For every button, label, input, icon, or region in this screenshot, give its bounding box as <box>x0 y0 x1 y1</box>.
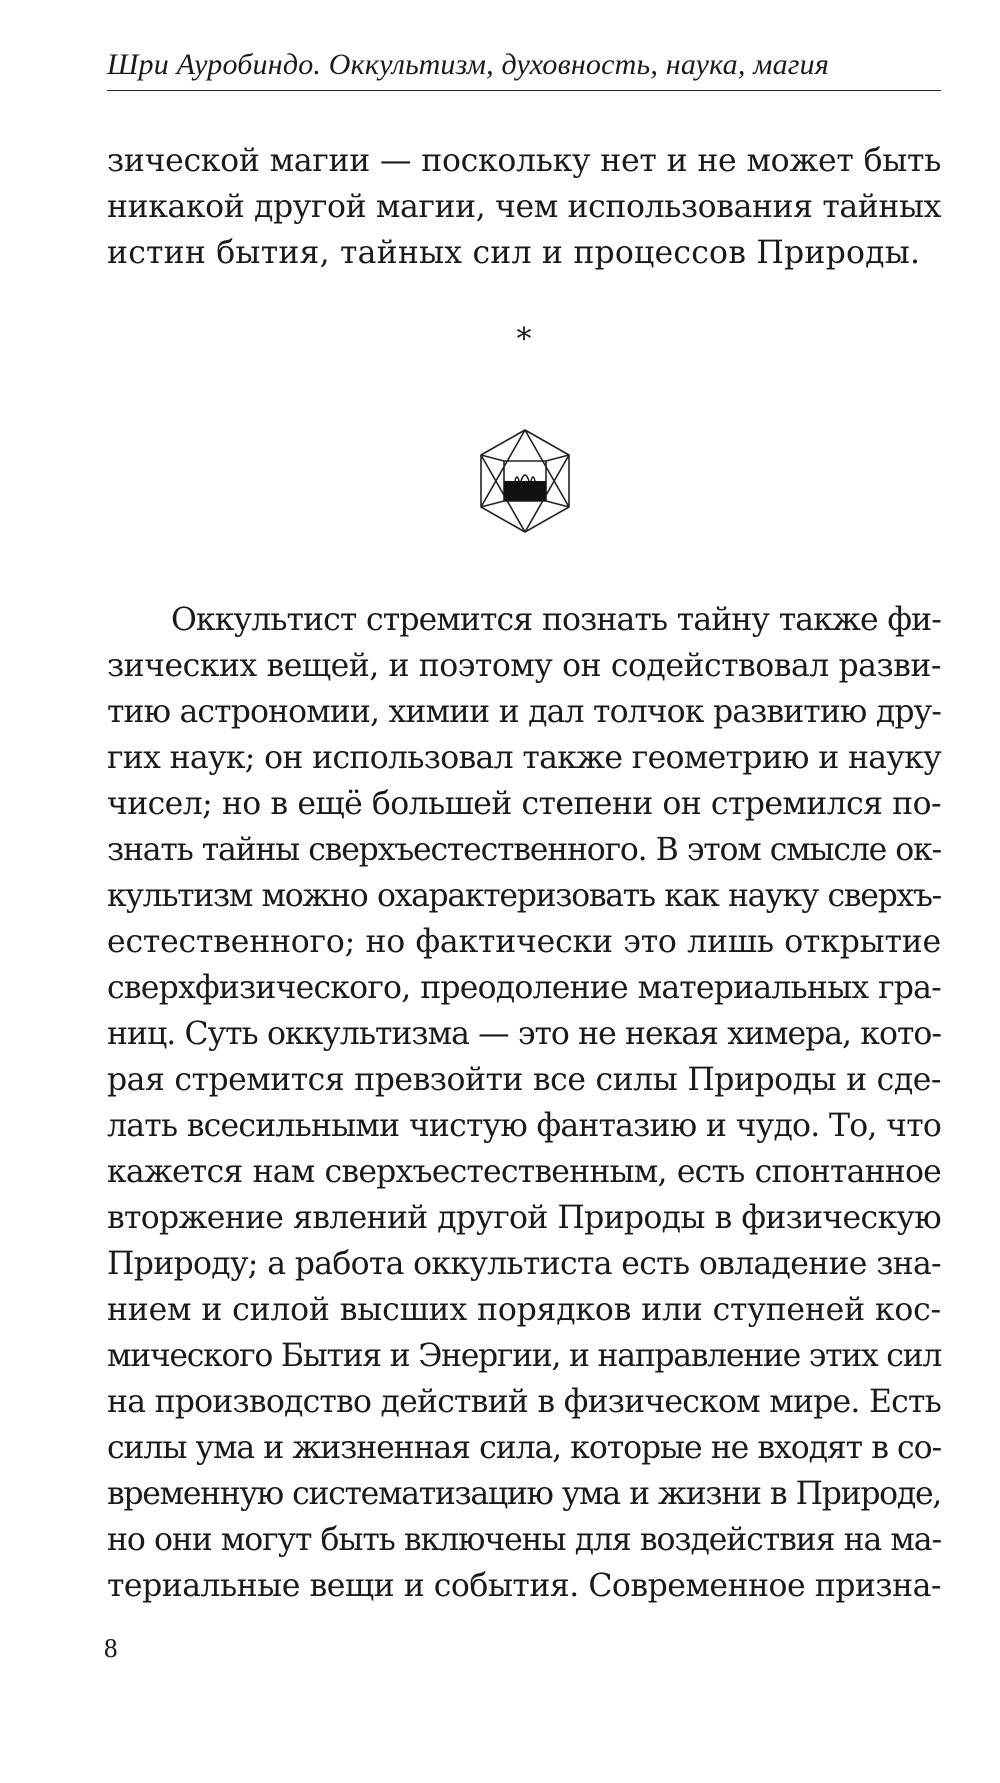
text-line: сверхфизического, преодоление материальных гра- <box>107 970 941 1006</box>
text-line: тию астрономии, химии и дал толчок развитию дру- <box>107 694 941 730</box>
geometric-emblem-icon <box>477 428 573 534</box>
text-line: ниц. Суть оккультизма — это не некая химера, кото- <box>107 1016 941 1052</box>
text-line: знать тайны сверхъестественного. В этом смысле ок- <box>107 832 941 868</box>
text-line: зической магии — поскольку нет и не может быть <box>107 143 941 179</box>
text-line: вторжение явлений другой Природы в физическую <box>107 1200 941 1236</box>
text-line: зических вещей, и поэтому он содействовал разви- <box>107 648 941 684</box>
text-line: временную систематизацию ума и жизни в Природе, <box>107 1476 941 1512</box>
running-header-title: Шри Ауробиндо. Оккультизм, духовность, наука, магия <box>107 48 830 81</box>
text-line: никакой другой магии, чем использования тайных <box>107 189 941 225</box>
text-line: но они могут быть включены для воздействия на ма- <box>107 1522 941 1558</box>
text-line: териальные вещи и события. Современное призна- <box>107 1568 941 1604</box>
text-line: лать всесильными чистую фантазию и чудо. То, что <box>107 1108 941 1144</box>
text-line: гих наук; он использовал также геометрию и науку <box>107 740 941 776</box>
text-line: культизм можно охарактеризовать как науку сверхъ- <box>107 878 941 914</box>
text-line: истин бытия, тайных сил и процессов Природы. <box>107 235 921 271</box>
text-line: естественного; но фактически это лишь открытие <box>107 924 941 960</box>
text-line: Оккультист стремится познать тайну также фи- <box>171 602 941 638</box>
section-separator: * <box>516 322 532 357</box>
running-header <box>107 46 941 91</box>
text-line: кажется нам сверхъестественным, есть спонтанное <box>107 1154 941 1190</box>
text-line: чисел; но в ещё большей степени он стремился по- <box>107 786 941 822</box>
text-line: рая стремится превзойти все силы Природы и сде- <box>107 1062 941 1098</box>
text-line: силы ума и жизненная сила, которые не входят в со- <box>107 1430 941 1466</box>
text-line: на производство действий в физическом мире. Есть <box>107 1384 941 1420</box>
main-paragraph <box>107 597 941 1609</box>
intro-paragraph <box>107 138 941 276</box>
text-line: мического Бытия и Энергии, и направление этих сил <box>107 1338 941 1374</box>
text-line: Природу; а работа оккультиста есть овладение зна- <box>107 1246 941 1282</box>
page-number: 8 <box>104 1633 118 1663</box>
text-line: нием и силой высших порядков или ступеней кос- <box>107 1292 941 1328</box>
